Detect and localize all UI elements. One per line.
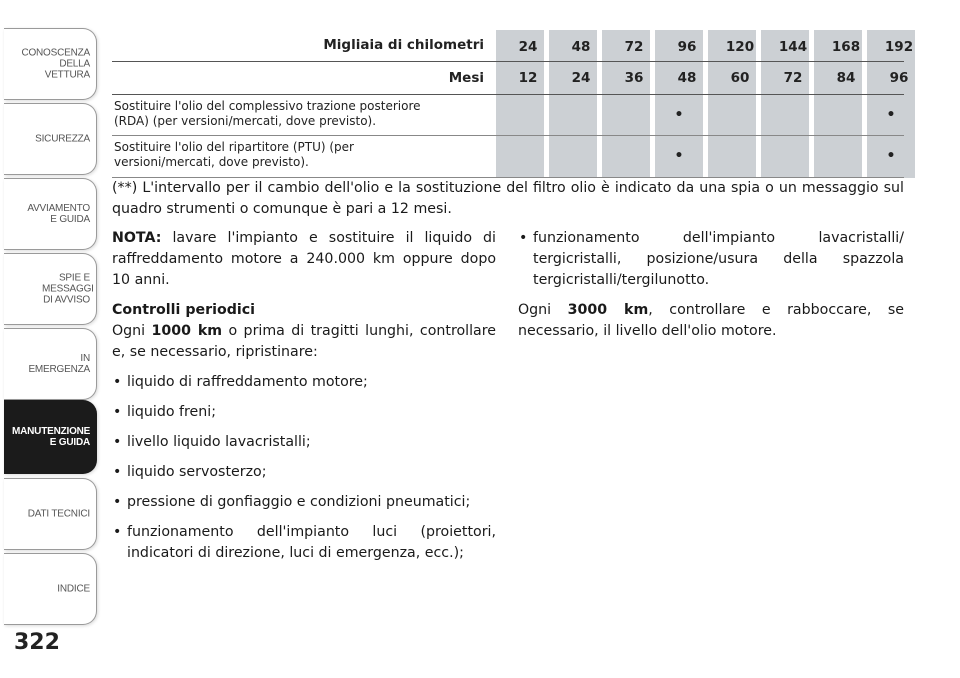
scheduled-mark: • (674, 148, 684, 164)
section-tabs (0, 0, 100, 678)
operation-text: Sostituire l'olio del ripartitore (PTU) (per (114, 140, 354, 154)
operation-text: Sostituire l'olio del complessivo trazione posteriore (114, 99, 421, 113)
header-months-label: Mesi (448, 70, 484, 86)
operation-text: (RDA) (per versioni/mercati, dove previsto). (114, 114, 377, 128)
left-column (112, 228, 496, 573)
note-label: NOTA: (112, 230, 162, 246)
km-value: 120 (725, 39, 755, 55)
oil-check-paragraph (518, 300, 904, 342)
check-text: Ogni (518, 302, 568, 318)
tab-avviamento-e-guida[interactable] (4, 178, 97, 250)
km-value: 96 (677, 39, 697, 55)
note-text: lavare l'impianto e sostituire il liquido di raffreddamento motore a 240.000 km oppure dopo 10 anni. (112, 230, 496, 288)
header-km-label: Migliaia di chilometri (323, 37, 484, 53)
tab-in-emergenza[interactable] (4, 328, 97, 400)
tab-indice[interactable] (4, 553, 97, 625)
footnote: (**) L'intervallo per il cambio dell'olio e la sostituzione del filtro olio è indicato da una spia o un messaggio sul quadro strumenti o comunque è pari a 12 mesi. (112, 180, 904, 217)
list-item: • liquido freni; (112, 402, 496, 423)
tab-label: MANUTENZIONE E GUIDA (12, 426, 91, 448)
row-divider (112, 135, 904, 136)
list-item: • liquido di raffreddamento motore; (112, 372, 496, 393)
section-heading: Controlli periodici (112, 302, 255, 318)
operation-text: versioni/mercati, dove previsto). (114, 155, 309, 169)
month-value: 48 (677, 70, 697, 86)
km-value: 144 (778, 39, 808, 55)
check-list (112, 372, 496, 564)
month-value: 36 (624, 70, 644, 86)
tab-label: DATI TECNICI (27, 508, 90, 520)
tab-label: AVVIAMENTO E GUIDA (27, 203, 90, 225)
month-value: 72 (783, 70, 803, 86)
maintenance-schedule-table (112, 30, 914, 178)
row-divider (112, 94, 904, 95)
list-item-line: • funzionamento dell'impianto lavacristalli/ (533, 230, 904, 246)
intro-text: o prima di tragitti lunghi, controllare e, se necessario, ripristinare: (112, 323, 496, 360)
note-paragraph (112, 228, 496, 291)
scheduled-mark: • (886, 148, 896, 164)
right-column (518, 228, 904, 351)
periodic-intro (112, 321, 496, 363)
list-item: • livello liquido lavacristalli; (112, 432, 496, 453)
tab-manutenzione-e-guida[interactable] (4, 400, 97, 474)
tab-conoscenza-della-vettura[interactable] (4, 28, 97, 100)
check-list (518, 228, 904, 291)
list-item: • liquido servosterzo; (112, 462, 496, 483)
tab-label: IN EMERGENZA (28, 353, 90, 375)
tab-label: INDICE (57, 583, 90, 595)
tab-spie-e-messaggi[interactable] (4, 253, 97, 325)
month-value: 84 (836, 70, 856, 86)
month-value: 12 (518, 70, 538, 86)
km-value: 24 (518, 39, 538, 55)
km-value: 48 (571, 39, 591, 55)
list-item: • funzionamento dell'impianto luci (proiettori, indicatori di direzione, luci di emergenza, ecc.); (112, 522, 496, 564)
tab-label: SPIE E MESSAGGI DI AVVISO (42, 272, 94, 306)
tab-label: CONOSCENZA DELLA VETTURA (21, 47, 90, 81)
month-value: 60 (730, 70, 750, 86)
tab-dati-tecnici[interactable] (4, 478, 97, 550)
tab-sicurezza[interactable] (4, 103, 97, 175)
scheduled-mark: • (674, 107, 684, 123)
month-value: 24 (571, 70, 591, 86)
table-row-ptu (114, 140, 484, 170)
km-value: 168 (831, 39, 861, 55)
intro-text: Ogni (112, 323, 152, 339)
list-item-rest: tergicristalli, posizione/usura della spazzola tergicristalli/tergilunotto. (533, 251, 904, 288)
list-item: • pressione di gonfiaggio e condizioni pneumatici; (112, 492, 496, 513)
page-number: 322 (14, 630, 60, 655)
scheduled-mark: • (886, 107, 896, 123)
km-value: 72 (624, 39, 644, 55)
interval-value: 3000 km (567, 302, 649, 318)
row-divider (112, 61, 904, 62)
km-value: 192 (884, 39, 914, 55)
tab-label: SICUREZZA (35, 133, 90, 145)
table-row-rda (114, 99, 484, 129)
list-item (518, 228, 904, 291)
check-text: , controllare e rabboccare, se necessario, il livello dell'olio motore. (518, 302, 905, 339)
interval-value: 1000 km (151, 323, 223, 339)
month-value: 96 (889, 70, 909, 86)
